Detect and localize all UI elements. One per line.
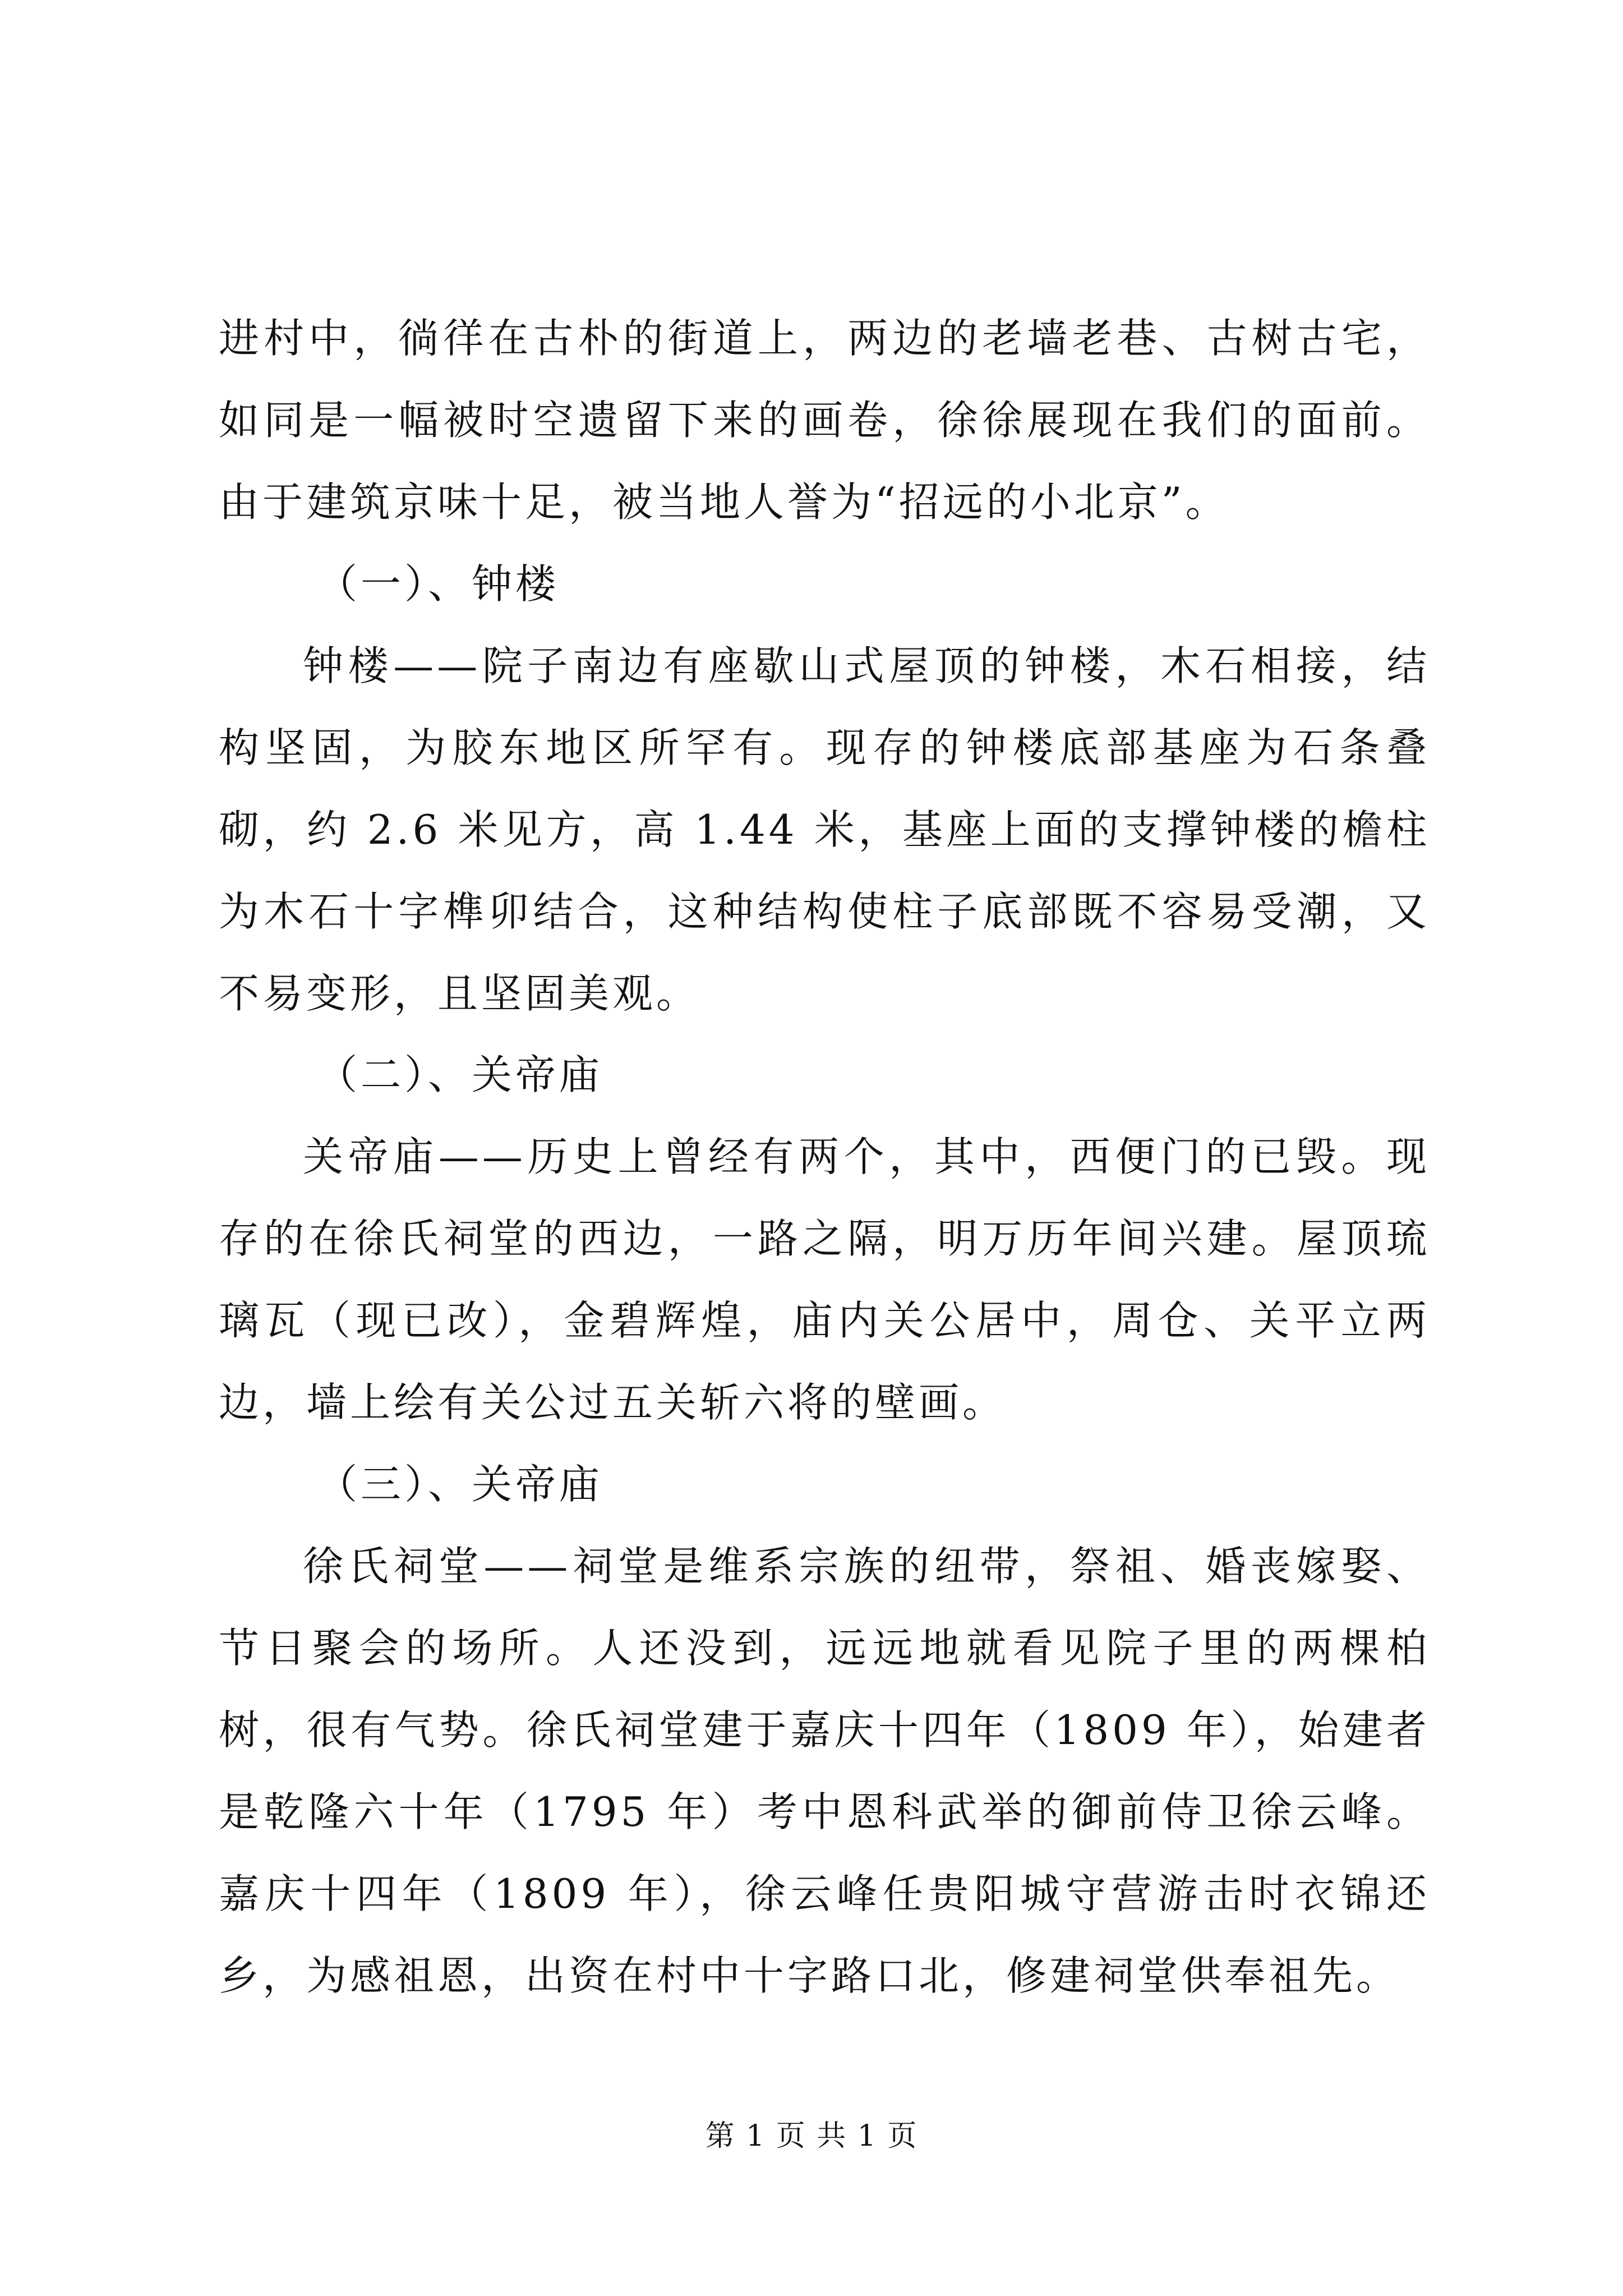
section-body-bell-tower: 钟楼——院子南边有座歇山式屋顶的钟楼，木石相接，结构坚固，为胶东地区所罕有。现存的钟楼底部基座为石条叠砌，约 2.6 米见方，高 1.44 米，基座上面的支撑钟楼的檐柱为木石十字榫卯结合，这种结构使柱子底部既不容易受潮，又不易变形，且坚固美观。	[219, 642, 1430, 1017]
section-heading-third: （三）、关帝庙	[317, 1461, 603, 1508]
section-heading-guandi-temple: （二）、关帝庙	[317, 1051, 603, 1098]
intro-paragraph: 进村中，徜徉在古朴的街道上，两边的老墙老巷、古树古宅，如同是一幅被时空遗留下来的画卷，徐徐展现在我们的面前。由于建筑京味十足，被当地人誉为“招远的小北京”。	[219, 315, 1430, 526]
section-body-xu-ancestral-hall: 徐氏祠堂——祠堂是维系宗族的纽带，祭祖、婚丧嫁娶、节日聚会的场所。人还没到，远远地就看见院子里的两棵柏树，很有气势。徐氏祠堂建于嘉庆十四年（1809 年），始建者是乾隆六十年（1795 年）考中恩科武举的御前侍卫徐云峰。嘉庆十四年（1809 年），徐云峰任贵阳城守营游击时衣锦还乡，为感祖恩，出资在村中十字路口北，修建祠堂供奉祖先。	[219, 1543, 1430, 1999]
section-body-guandi-temple: 关帝庙——历史上曾经有两个，其中，西便门的已毁。现存的在徐氏祠堂的西边，一路之隔，明万历年间兴建。屋顶琉璃瓦（现已改），金碧辉煌，庙内关公居中，周仓、关平立两边，墙上绘有关公过五关斩六将的壁画。	[219, 1133, 1430, 1426]
section-heading-bell-tower: （一）、钟楼	[317, 560, 560, 608]
page-number-footer: 第 1 页 共 1 页	[705, 2119, 918, 2153]
